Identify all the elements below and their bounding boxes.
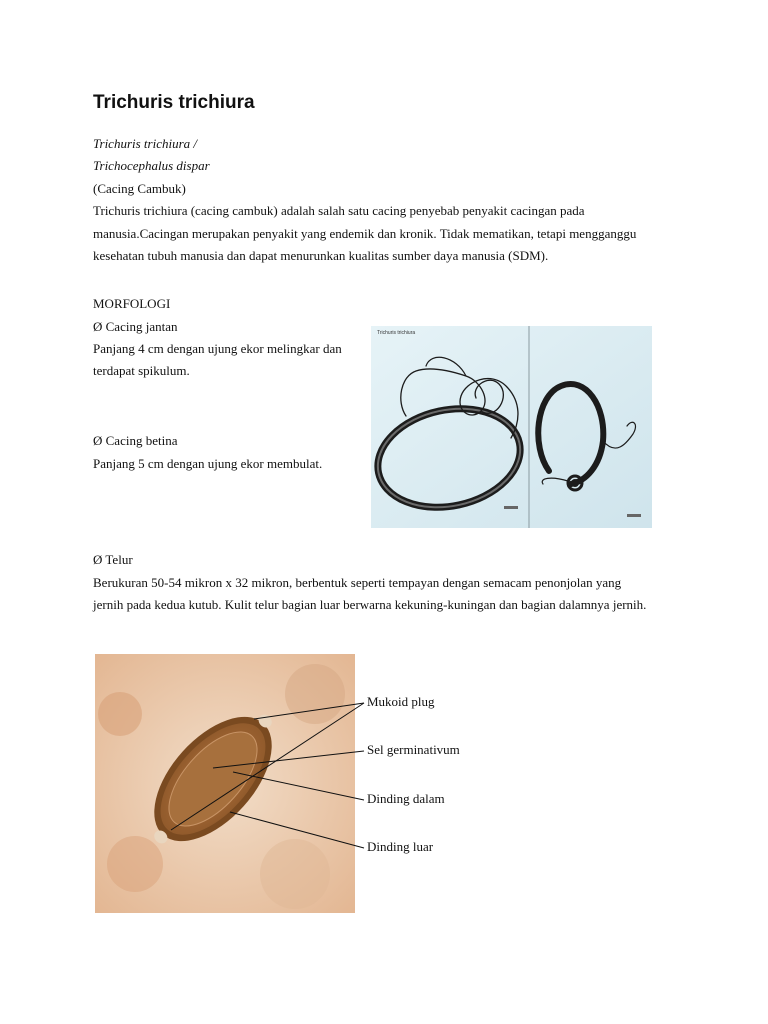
jantan-line-2: terdapat spikulum. [93, 363, 190, 378]
telur-heading: Ø Telur [93, 552, 133, 567]
betina-heading: Ø Cacing betina [93, 433, 178, 448]
label-sel-germinativum: Sel germinativum [367, 742, 460, 757]
scientific-name-1: Trichuris trichiura / [93, 136, 198, 151]
label-dinding-luar: Dinding luar [367, 839, 434, 854]
intro-line-2: manusia.Cacingan merupakan penyakit yang endemik dan kronik. Tidak mematikan, tetapi mengganggu [93, 226, 637, 241]
page-title: Trichuris trichiura [93, 92, 255, 113]
jantan-heading: Ø Cacing jantan [93, 319, 178, 334]
label-dinding-dalam: Dinding dalam [367, 791, 445, 806]
egg-photo [95, 654, 355, 913]
telur-line-1: Berukuran 50-54 mikron x 32 mikron, berbentuk seperti tempayan dengan semacam penonjolan yang [93, 575, 622, 590]
telur-line-2: jernih pada kedua kutub. Kulit telur bagian luar berwarna kekuning-kuningan dan bagian dalamnya jernih. [93, 597, 647, 612]
label-mukoid-plug: Mukoid plug [367, 694, 435, 709]
jantan-line-1: Panjang 4 cm dengan ujung ekor melingkar dan [93, 341, 342, 356]
worm-photo-label: Trichuris trichiura [377, 330, 416, 336]
worm-photo [371, 326, 652, 528]
intro-line-1: Trichuris trichiura (cacing cambuk) adalah salah satu cacing penyebab penyakit cacingan pada [93, 203, 585, 218]
betina-line-1: Panjang 5 cm dengan ujung ekor membulat. [93, 456, 323, 471]
common-name: (Cacing Cambuk) [93, 181, 186, 196]
morfologi-heading: MORFOLOGI [93, 296, 171, 311]
scientific-name-2: Trichocephalus dispar [93, 158, 210, 173]
intro-line-3: kesehatan tubuh manusia dan dapat menurunkan kualitas sumber daya manusia (SDM). [93, 248, 549, 263]
